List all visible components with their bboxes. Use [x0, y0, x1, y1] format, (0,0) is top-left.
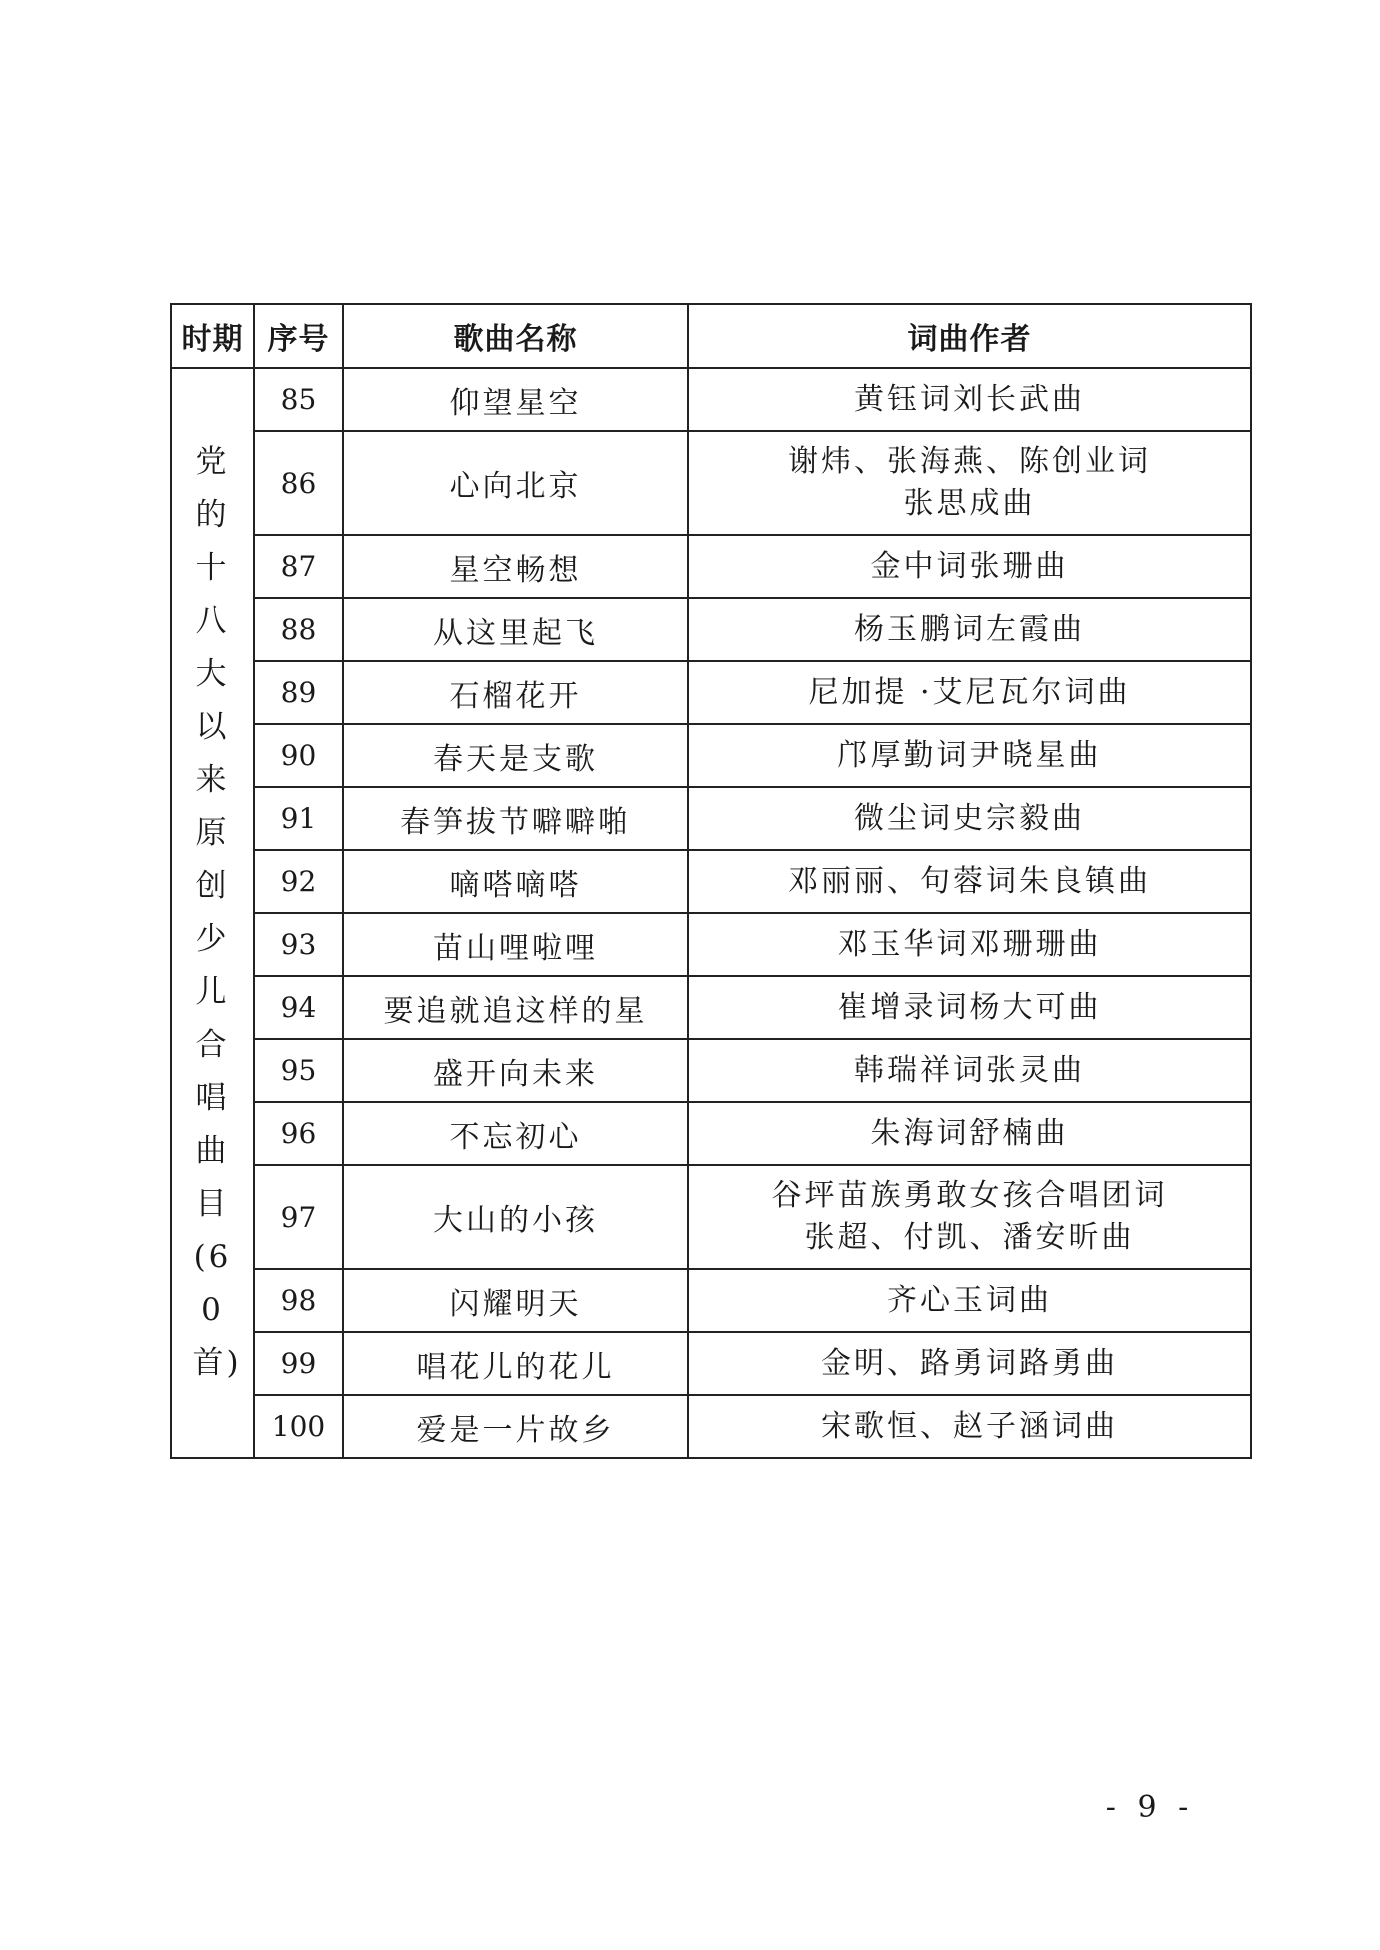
table-row — [171, 787, 1251, 850]
table-row — [171, 976, 1251, 1039]
author-line: 微尘词史宗毅曲 — [854, 800, 1085, 836]
table-row — [171, 535, 1251, 598]
period-cell — [171, 368, 254, 1458]
song-title: 石榴花开 — [343, 661, 688, 724]
header-song-title: 歌曲名称 — [343, 304, 688, 368]
period-label: 党的十八大以来原创少儿合唱曲目(60首) — [192, 444, 242, 1381]
table-row — [171, 661, 1251, 724]
song-title: 要追就追这样的星 — [343, 976, 688, 1039]
song-title: 从这里起飞 — [343, 598, 688, 661]
song-title: 盛开向未来 — [343, 1039, 688, 1102]
song-number: 92 — [254, 850, 343, 913]
table-row — [171, 431, 1251, 535]
song-authors — [688, 1102, 1251, 1165]
table-row — [171, 1165, 1251, 1269]
song-number: 95 — [254, 1039, 343, 1102]
author-line: 黄钰词刘长武曲 — [854, 381, 1085, 417]
song-authors — [688, 724, 1251, 787]
song-title: 仰望星空 — [343, 368, 688, 431]
song-number: 88 — [254, 598, 343, 661]
song-title: 嘀嗒嘀嗒 — [343, 850, 688, 913]
author-line: 宋歌恒、赵子涵词曲 — [821, 1408, 1118, 1444]
header-authors: 词曲作者 — [688, 304, 1251, 368]
header-number: 序号 — [254, 304, 343, 368]
author-line: 尼加提 ·艾尼瓦尔词曲 — [808, 674, 1131, 710]
table-row — [171, 1332, 1251, 1395]
song-title: 苗山哩啦哩 — [343, 913, 688, 976]
author-line: 金中词张珊曲 — [870, 548, 1069, 584]
song-number: 99 — [254, 1332, 343, 1395]
author-line: 张思成曲 — [903, 486, 1036, 521]
author-line: 邝厚勤词尹晓星曲 — [837, 737, 1102, 773]
author-line: 齐心玉词曲 — [887, 1282, 1052, 1318]
song-number: 91 — [254, 787, 343, 850]
table-header-row — [171, 304, 1251, 368]
song-authors — [688, 535, 1251, 598]
table-row — [171, 1395, 1251, 1458]
author-line: 谢炜、张海燕、陈创业词 — [788, 444, 1151, 479]
table-row — [171, 724, 1251, 787]
song-authors — [688, 1269, 1251, 1332]
song-number: 93 — [254, 913, 343, 976]
song-title: 春天是支歌 — [343, 724, 688, 787]
table-row — [171, 1039, 1251, 1102]
song-authors — [688, 1165, 1251, 1269]
header-period: 时期 — [171, 304, 254, 368]
song-number: 96 — [254, 1102, 343, 1165]
table-row — [171, 850, 1251, 913]
song-number: 85 — [254, 368, 343, 431]
table-row — [171, 1269, 1251, 1332]
author-line: 邓丽丽、句蓉词朱良镇曲 — [788, 863, 1151, 899]
song-title: 星空畅想 — [343, 535, 688, 598]
song-authors — [688, 787, 1251, 850]
song-title: 闪耀明天 — [343, 1269, 688, 1332]
song-number: 100 — [254, 1395, 343, 1458]
author-line: 张超、付凯、潘安昕曲 — [804, 1220, 1135, 1255]
author-line: 邓玉华词邓珊珊曲 — [837, 926, 1102, 962]
author-line: 杨玉鹏词左霞曲 — [854, 611, 1085, 647]
song-authors — [688, 431, 1251, 535]
song-title: 大山的小孩 — [343, 1165, 688, 1269]
author-line: 崔增录词杨大可曲 — [837, 989, 1102, 1025]
song-number: 94 — [254, 976, 343, 1039]
song-authors — [688, 850, 1251, 913]
song-number: 98 — [254, 1269, 343, 1332]
song-table — [170, 303, 1252, 1459]
table-row — [171, 598, 1251, 661]
song-title: 爱是一片故乡 — [343, 1395, 688, 1458]
song-authors — [688, 368, 1251, 431]
song-authors — [688, 1332, 1251, 1395]
table-row — [171, 368, 1251, 431]
song-authors — [688, 1395, 1251, 1458]
song-authors — [688, 661, 1251, 724]
song-number: 87 — [254, 535, 343, 598]
table-row — [171, 913, 1251, 976]
song-number: 86 — [254, 431, 343, 535]
song-number: 89 — [254, 661, 343, 724]
table-row — [171, 1102, 1251, 1165]
song-authors — [688, 976, 1251, 1039]
song-title: 唱花儿的花儿 — [343, 1332, 688, 1395]
page-number: - 9 - — [1105, 1790, 1195, 1825]
author-line: 朱海词舒楠曲 — [870, 1115, 1069, 1151]
table-body — [171, 368, 1251, 1458]
song-title: 春笋拔节噼噼啪 — [343, 787, 688, 850]
author-line: 韩瑞祥词张灵曲 — [854, 1052, 1085, 1088]
song-authors — [688, 1039, 1251, 1102]
song-title: 不忘初心 — [343, 1102, 688, 1165]
song-authors — [688, 913, 1251, 976]
author-line: 金明、路勇词路勇曲 — [821, 1345, 1118, 1381]
song-number: 90 — [254, 724, 343, 787]
song-number: 97 — [254, 1165, 343, 1269]
song-title: 心向北京 — [343, 431, 688, 535]
author-line: 谷坪苗族勇敢女孩合唱团词 — [771, 1178, 1168, 1213]
song-authors — [688, 598, 1251, 661]
